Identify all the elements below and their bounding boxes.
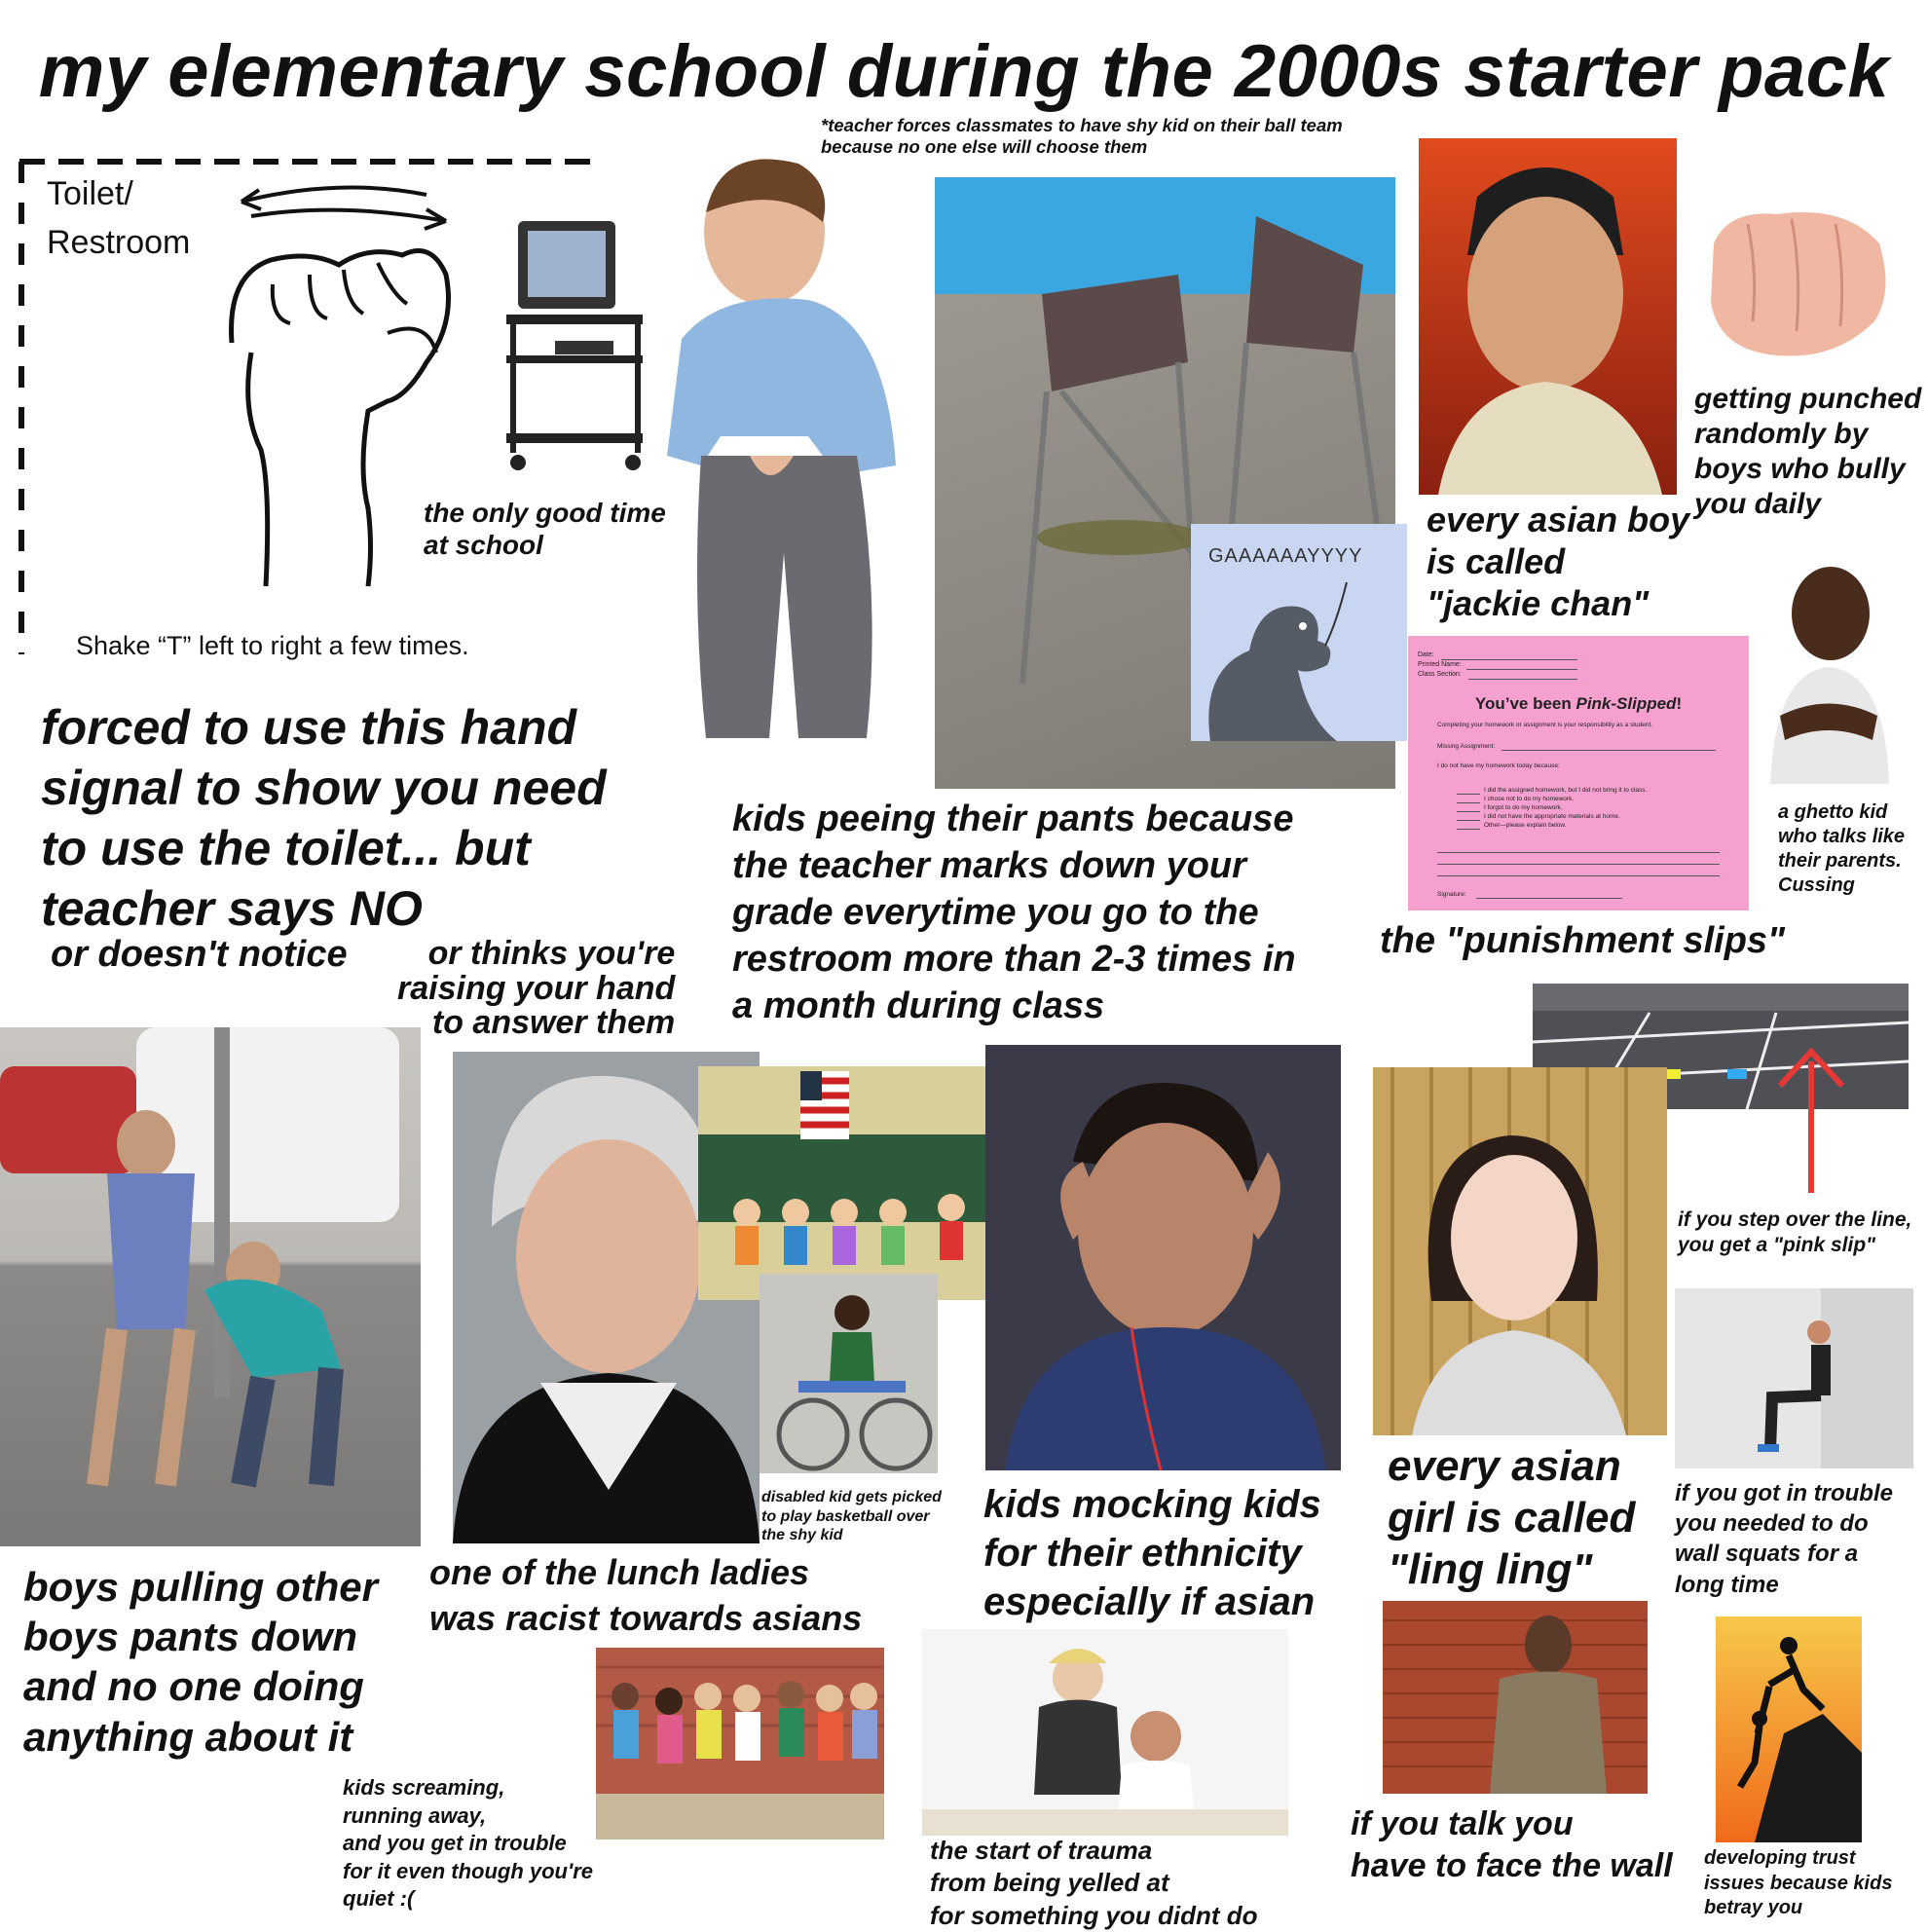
- climbers-icon: [1716, 1616, 1862, 1842]
- wall-squats-caption: if you got in trouble you needed to do wall squats for a long time: [1675, 1480, 1893, 1598]
- screaming-kids-image: [596, 1648, 884, 1839]
- pink-slip-option-5: Other—please explain below.: [1484, 822, 1567, 829]
- pink-slip-option-3: I forgot to do my homework.: [1484, 804, 1563, 811]
- peeing-caption: kids peeing their pants because the teacher marks down your grade everytime you go to the restroom more than 2-3 times in a month during class: [732, 799, 1296, 1026]
- doesnt-notice-caption: or doesn't notice: [51, 934, 348, 975]
- facing-wall-image: [1383, 1601, 1648, 1794]
- punched-caption: getting punched randomly by boys who bully you daily: [1694, 383, 1922, 520]
- pink-slip-option-1: I did the assigned homework, but I did not bring it to class.: [1484, 787, 1648, 794]
- pink-slip-reason-label: I do not have my homework today because:: [1437, 762, 1560, 769]
- trauma-caption: the start of trauma from being yelled at for something you didnt do: [930, 1836, 1258, 1930]
- screaming-caption: kids screaming, running away, and you get in trouble for it even though you're quiet :(: [343, 1775, 594, 1912]
- ghetto-kid-image: [1761, 555, 1897, 784]
- pink-slip-signature-label: Signature:: [1437, 891, 1466, 898]
- tv-cart-image: [497, 219, 657, 482]
- jackie-chan-caption: every asian boy is called "jackie chan": [1427, 500, 1690, 624]
- ball-team-caption: *teacher forces classmates to have shy kid on their ball team because no one else will choose them: [821, 115, 1343, 157]
- pink-slip-form: [1408, 636, 1749, 910]
- mocking-caption: kids mocking kids for their ethnicity especially if asian: [983, 1483, 1321, 1623]
- toilet-label-line2: Restroom: [47, 224, 191, 261]
- pink-slip-section-label: Class Section:: [1418, 671, 1462, 678]
- toilet-instruction: Shake “T” left to right a few times.: [76, 631, 469, 660]
- seal-comic-text: GAAAAAAYYYY: [1208, 545, 1363, 567]
- step-line-caption: if you step over the line, you get a "pink slip": [1678, 1208, 1912, 1256]
- red-arrow-icon: [1772, 1042, 1850, 1198]
- lunch-lady-caption: one of the lunch ladies was racist towards asians: [429, 1552, 863, 1638]
- tv-cart-caption: the only good time at school: [424, 498, 666, 561]
- punishment-slips-caption: the "punishment slips": [1380, 920, 1786, 961]
- ghetto-kid-caption: a ghetto kid who talks like their parents. Cussing: [1778, 801, 1906, 896]
- pink-slip-heading: You’ve been Pink-Slipped!: [1474, 694, 1683, 713]
- page-title: my elementary school during the 2000s starter pack: [38, 30, 1890, 113]
- pink-slip-option-2: I chose not to do my homework.: [1484, 796, 1575, 802]
- seal-icon: [1191, 524, 1407, 741]
- wheelchair-kid-image: [760, 1274, 938, 1473]
- toilet-label-line1: Toilet/: [47, 175, 133, 212]
- mocking-guy-image: [985, 1045, 1341, 1470]
- pink-slip-date-label: Date:: [1418, 651, 1434, 658]
- classroom-pledge-image: [698, 1066, 1015, 1300]
- jackie-chan-image: [1419, 138, 1677, 495]
- thinks-raising-caption: or thinks you're raising your hand to answer them: [397, 935, 676, 1042]
- pink-slip-intro: Completing your homework or assignment is your responsibility as a student.: [1437, 722, 1653, 728]
- disabled-kid-caption: disabled kid gets picked to play basketball over the shy kid: [761, 1489, 942, 1544]
- pants-down-image: [0, 1027, 421, 1546]
- yelled-at-image: [922, 1629, 1288, 1836]
- trust-issues-caption: developing trust issues because kids betray you: [1704, 1847, 1893, 1919]
- boy-needs-toilet-image: [662, 144, 906, 748]
- pink-slip-name-label: Printed Name:: [1418, 661, 1462, 668]
- face-wall-caption: if you talk you have to face the wall: [1351, 1805, 1673, 1884]
- fist-image: [1699, 204, 1894, 370]
- wall-squat-image: [1675, 1288, 1913, 1468]
- hand-signal-caption: forced to use this hand signal to show you need to use the toilet... but teacher says NO: [41, 700, 607, 936]
- seal-comic-panel: [1191, 524, 1407, 741]
- pink-slip-option-4: I did not have the appropriate materials at home.: [1484, 813, 1620, 820]
- ling-ling-caption: every asian girl is called "ling ling": [1388, 1442, 1636, 1593]
- asian-girl-image: [1373, 1067, 1667, 1435]
- pink-slip-missing-label: Missing Assignment:: [1437, 743, 1496, 750]
- trust-silhouette-image: [1716, 1616, 1862, 1842]
- pants-down-caption: boys pulling other boys pants down and no one doing anything about it: [23, 1564, 378, 1760]
